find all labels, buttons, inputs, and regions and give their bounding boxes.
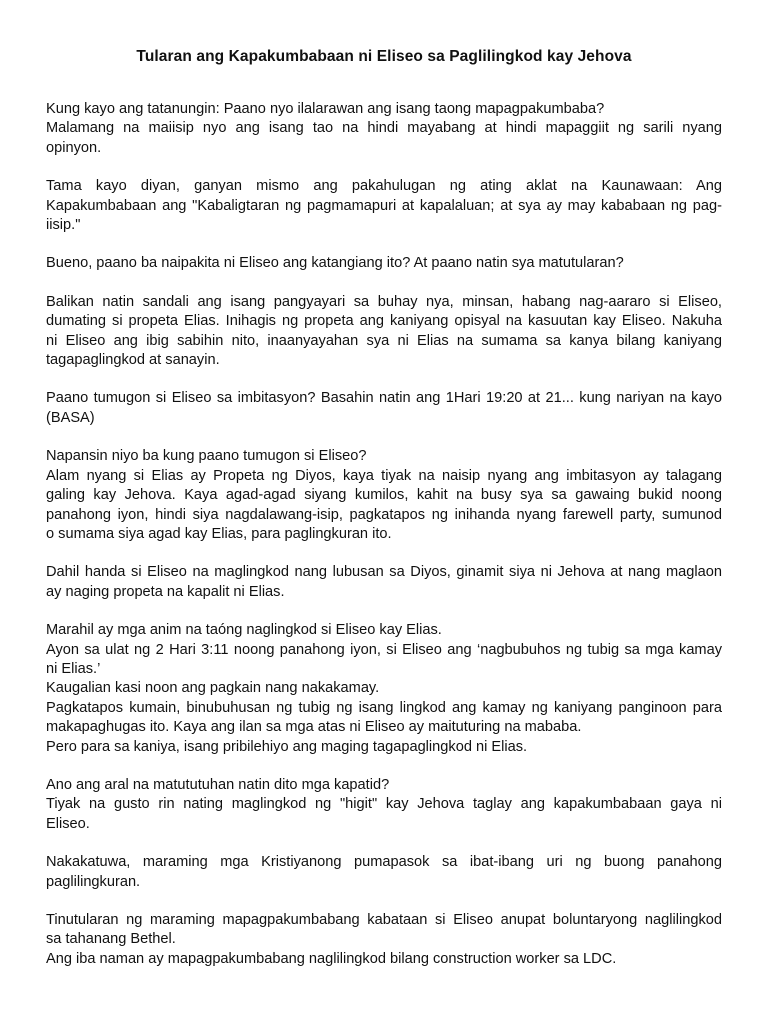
paragraph-line: Tama kayo diyan, ganyan mismo ang pakahulugan ng ating aklat na Kaunawaan: Ang xyxy=(46,178,722,195)
paragraph xyxy=(46,563,722,602)
paragraph-line: Dahil handa si Eliseo na maglingkod nang lubusan sa Diyos, ginamit siya ni Jehova at nang maglaon xyxy=(46,564,722,581)
paragraph-line: Eliseo. xyxy=(46,815,90,832)
paragraph-line: iisip." xyxy=(46,217,81,234)
paragraph-line: makapaghugas ito. Kaya ang ilan sa mga atas ni Eliseo ay maituturing na mababa. xyxy=(46,719,582,736)
paragraph-line: ni Elias.’ xyxy=(46,660,101,677)
paragraph-line: galing kay Jehova. Kaya agad-agad siyang kumilos, kahit na busy sya sa gawaing bukid noong xyxy=(46,487,722,504)
paragraph-line: Bueno, paano ba naipakita ni Eliseo ang katangiang ito? At paano natin sya matutularan? xyxy=(46,255,624,272)
paragraph-line: Ang iba naman ay mapagpakumbabang naglilingkod bilang construction worker sa LDC. xyxy=(46,950,617,967)
paragraph xyxy=(46,254,722,273)
paragraph-line: sa tahanang Bethel. xyxy=(46,931,176,948)
paragraph-line: Tinutularan ng maraming mapagpakumbabang kabataan si Eliseo anupat boluntaryong naglilingkod xyxy=(46,912,722,928)
paragraph xyxy=(46,389,722,428)
paragraph-line: ay naging propeta na kapalit ni Elias. xyxy=(46,583,285,600)
paragraph-line: ni Eliseo ang ibig sabihin nito, inaanyayahan sya ni Elias na sumama sa kanya bilang kaniyang xyxy=(46,332,722,349)
document-title: Tularan ang Kapakumbabaan ni Eliseo sa Paglilingkod kay Jehova xyxy=(136,48,632,65)
paragraph xyxy=(46,100,722,158)
paragraph-line: Nakakatuwa, maraming mga Kristiyanong pumapasok sa ibat-ibang uri ng buong panahong xyxy=(46,854,722,871)
paragraph-line: opinyon. xyxy=(46,139,102,156)
paragraph-line: Malamang na maiisip nyo ang isang tao na hindi mayabang at hindi mapaggiit ng sarili nyang xyxy=(46,120,722,137)
paragraph-line: dumating si propeta Elias. Inihagis ng propeta ang kaniyang opisyal na kasuutan kay Eliseo. Nakuha xyxy=(46,313,722,330)
paragraph-line: Balikan natin sandali ang isang pangyayari sa buhay nya, minsan, habang nag-aararo si Eliseo, xyxy=(46,293,722,310)
paragraph-line: Pero para sa kaniya, isang pribilehiyo ang maging tagapaglingkod ni Elias. xyxy=(46,738,528,755)
paragraph-line: Kapakumbabaan ang "Kabaligtaran ng pagmamapuri at kapalaluan; at sya ay may kababaan ng pag- xyxy=(46,197,722,214)
paragraph-line: Pagkatapos kumain, binubuhusan ng tubig ng isang lingkod ang kamay ng kaniyang panginoon para xyxy=(46,699,722,716)
paragraph-line: Kung kayo ang tatanungin: Paano nyo ilalarawan ang isang taong mapagpakumbaba? xyxy=(46,101,605,117)
paragraph xyxy=(46,911,722,969)
paragraph-line: Kaugalian kasi noon ang pagkain nang nakakamay. xyxy=(46,680,380,697)
paragraph-line: Paano tumugon si Eliseo sa imbitasyon? Basahin natin ang 1Hari 19:20 at 21... kung nariyan na kayo xyxy=(46,390,722,407)
paragraph-line: Ano ang aral na matututuhan natin dito mga kapatid? xyxy=(46,776,390,793)
paragraph xyxy=(46,776,722,834)
paragraph-line: Napansin niyo ba kung paano tumugon si Eliseo? xyxy=(46,448,367,465)
paragraph-line: paglilingkuran. xyxy=(46,873,141,890)
paragraph xyxy=(46,853,722,892)
paragraph-line: panahong iyon, hindi siya nagdalawang-isip, pagkatapos ng inihanda nyang farewell party, sumunod xyxy=(46,506,722,523)
paragraph-line: Marahil ay mga anim na taóng naglingkod si Eliseo kay Elias. xyxy=(46,622,442,639)
document-body xyxy=(46,100,722,969)
paragraph-line: o sumama siya agad kay Elias, para paglingkuran ito. xyxy=(46,525,392,542)
paragraph xyxy=(46,621,722,757)
paragraph-line: (BASA) xyxy=(46,409,95,426)
paragraph-line: tagapaglingkod at sanayin. xyxy=(46,352,220,369)
paragraph xyxy=(46,177,722,235)
paragraph xyxy=(46,447,722,544)
paragraph-line: Tiyak na gusto rin nating maglingkod ng "higit" kay Jehova taglay ang kapakumbabaan gaya ni xyxy=(46,796,722,813)
paragraph xyxy=(46,293,722,371)
paragraph-line: Alam nyang si Elias ay Propeta ng Diyos, kaya tiyak na naisip nyang ang imbitasyon ay talagang xyxy=(46,467,722,484)
paragraph-line: Ayon sa ulat ng 2 Hari 3:11 noong panahong iyon, si Eliseo ang ‘nagbubuhos ng tubig sa mga kamay xyxy=(46,641,722,658)
